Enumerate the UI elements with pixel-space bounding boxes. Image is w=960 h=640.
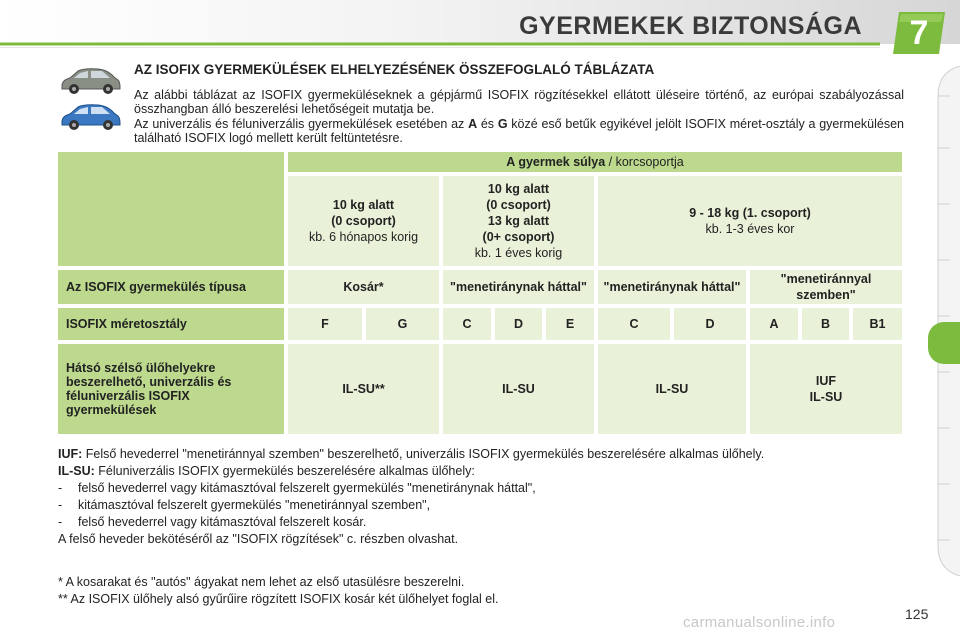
row-label-type: Az ISOFIX gyermekülés típusa [58,270,284,304]
size-cell: E [546,308,594,340]
note-ilsu-text: Féluniverzális ISOFIX gyermekülés beszerelésére alkalmas ülőhely: [94,464,475,478]
seat-cell: IL-SU [443,344,594,434]
seat-cell: IL-SU** [288,344,439,434]
group-1-line-3: 13 kg alatt [487,214,550,228]
chapter-tab-7[interactable] [928,322,960,364]
size-cell: D [495,308,542,340]
bullet-dash: - [58,498,63,512]
intro-paragraph-2 [134,117,904,145]
group-1-age: kb. 1 éves korig [474,246,563,260]
note-ilsu [58,463,918,480]
note-bullet [58,497,918,514]
seat-iuf: IUF [815,374,837,388]
note-bullet-text: felső hevederrel vagy kitámasztóval felszerelt kosár. [78,515,367,529]
note-iuf-text: Felső hevederrel "menetiránnyal szemben" beszerelhető, univerzális ISOFIX gyermekülés beszerelésére alkalmas ülőhely. [82,447,765,461]
watermark: carmanualsonline.info [683,614,836,631]
note-bullet-text: felső hevederrel vagy kitámasztóval felszerelt gyermekülés "menetiránynak háttal", [78,481,536,495]
seat-cell-iuf [750,344,902,434]
group-0-line-2: (0 csoport) [331,214,396,228]
car-blue-icon [58,102,122,132]
intro2-letter-g: G [497,117,508,131]
note-iuf-label: IUF: [58,447,83,461]
row-label-seats: Hátsó szélső ülőhelyekre beszerelhető, univerzális és féluniverzális ISOFIX gyermekülések [58,344,284,434]
car-gray-icon [58,66,122,96]
chapter-side-tabs [928,66,960,576]
size-cell: B [802,308,849,340]
intro2-text: közé eső betűk egyikével jelölt ISOFIX méret-osztály a gyermekülésen található ISOFIX logó mellett került feltüntetésre. [134,117,904,145]
size-cell: D [674,308,746,340]
footnote-1: * A kosarakat és "autós" ágyakat nem lehet az első utasülésre beszerelni. [58,575,465,589]
seat-ilsu: IL-SU [809,390,843,404]
section-title: AZ ISOFIX GYERMEKÜLÉSEK ELHELYEZÉSÉNEK ÖSSZEFOGLALÓ TÁBLÁZATA [134,62,655,77]
group-1-line-4: (0+ csoport) [482,230,555,244]
row-label-size: ISOFIX méretosztály [58,308,284,340]
group-1-header [598,176,902,266]
chapter-number: 7 [909,14,929,52]
weight-header-text [506,154,683,170]
page-number: 125 [905,606,929,622]
table-corner [58,152,284,266]
size-cell: F [288,308,362,340]
size-cell: A [750,308,798,340]
weight-header [288,152,902,172]
weight-header-bold: A gyermek súlya [506,155,606,169]
seat-cell: IL-SU [598,344,746,434]
intro-paragraph-1: Az alábbi táblázat az ISOFIX gyermeküléseknek a gépjármű ISOFIX rögzítésekkel ellátott üléseire történő, az európai szabályozással összhangban álló beszerelési lehetőségeit mutatja be. [134,88,904,116]
weight-header-rest: / korcsoportja [605,155,684,169]
intro2-text: és [477,117,498,131]
note-bullet [58,480,918,497]
note-iuf [58,446,918,463]
size-cell: G [366,308,439,340]
group-1-line-2: (0 csoport) [486,198,551,212]
note-bullet-text: kitámasztóval felszerelt gyermekülés "menetiránnyal szemben", [78,498,431,512]
size-cell: B1 [853,308,902,340]
group-2-age: kb. 1-3 éves kor [705,222,795,236]
legend-notes [58,446,918,548]
group-0-age: kb. 6 hónapos korig [308,230,419,244]
type-cell: "menetiránnyal szemben" [750,270,902,304]
note-ilsu-label: IL-SU: [58,464,95,478]
group-1-line-1: 10 kg alatt [487,182,550,196]
footnote-2: ** Az ISOFIX ülőhely alsó gyűrűire rögzített ISOFIX kosár két ülőhelyet foglal el. [58,592,499,606]
group-0plus-header [443,176,594,266]
page-title: GYERMEKEK BIZTONSÁGA [519,12,862,40]
bullet-dash: - [58,515,63,529]
footnotes [58,574,918,608]
size-cell: C [443,308,491,340]
group-2-line-1: 9 - 18 kg (1. csoport) [689,206,811,220]
group-0-line-1: 10 kg alatt [332,198,395,212]
type-cell: Kosár* [288,270,439,304]
bullet-dash: - [58,481,63,495]
size-cell: C [598,308,670,340]
note-bullet [58,514,918,531]
group-0-header [288,176,439,266]
type-cell: "menetiránynak háttal" [443,270,594,304]
note-reference: A felső heveder bekötéséről az "ISOFIX rögzítések" c. részben olvashat. [58,532,459,546]
type-cell: "menetiránynak háttal" [598,270,746,304]
intro2-letter-a: A [468,117,478,131]
intro2-text: Az univerzális és féluniverzális gyermekülések esetében az [134,117,469,131]
